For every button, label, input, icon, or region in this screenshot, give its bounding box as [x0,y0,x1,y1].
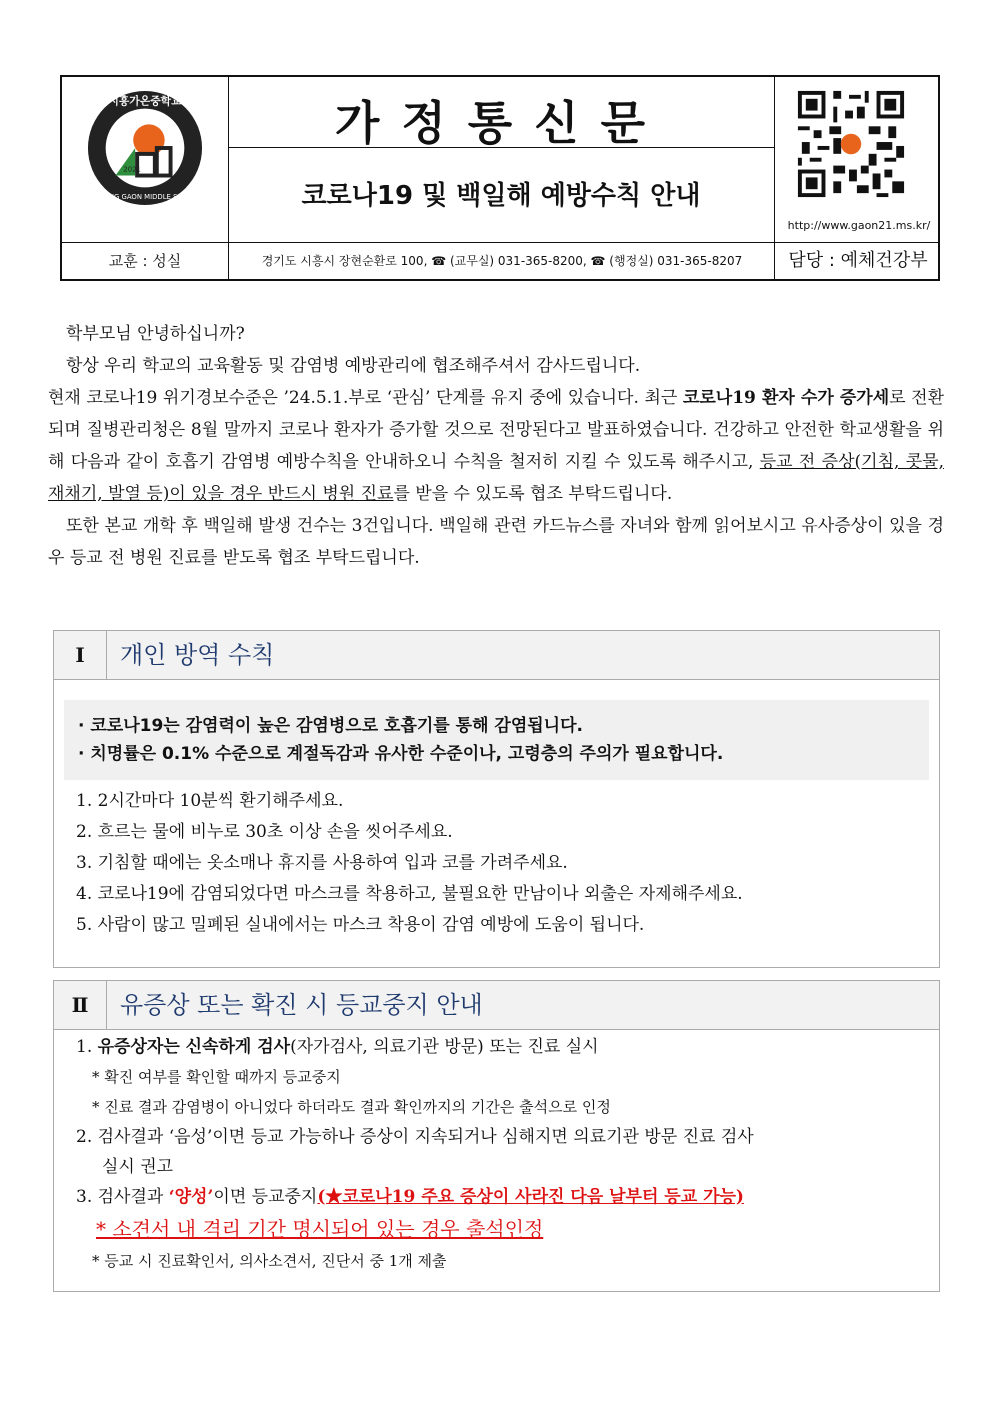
list-item: 2. 검사결과 ‘음성’이면 등교 가능하나 증상이 지속되거나 심해지면 의료기관 방문 진료 검사 [76,1127,754,1147]
list-item: 1. 유증상자는 신속하게 검사(자가검사, 의료기관 방문) 또는 진료 실시 [76,1037,599,1057]
section-title: 개인 방역 수칙 [120,641,275,669]
sub-note: * 확진 여부를 확인할 때까지 등교중지 [92,1068,341,1086]
info-box [64,700,929,780]
greeting: 학부모님 안녕하십니까? [66,324,245,344]
intro-text [48,318,944,574]
school-url[interactable]: http://www.gaon21.ms.kr/ [787,219,931,232]
school-motto: 교훈 : 성실 [108,252,182,270]
list-item: 1. 2시간마다 10분씩 환기해주세요. [76,791,344,811]
newsletter-header [60,75,940,281]
logo-year: 2021 [123,165,141,174]
suspension-list [76,1032,939,1276]
section-number: Ⅱ [54,981,107,1029]
info-line: · 코로나19는 감염력이 높은 감염병으로 호흡기를 통해 감염됩니다. [78,716,583,736]
section-personal-rules [53,630,940,968]
sub-note: * 등교 시 진료확인서, 의사소견서, 진단서 중 1개 제출 [92,1252,447,1270]
thanks-paragraph: 항상 우리 학교의 교육활동 및 감염병 예방관리에 협조해주셔서 감사드립니다. [66,356,641,376]
attendance-note: * 소견서 내 격리 기간 명시되어 있는 경우 출석인정 [96,1217,544,1241]
section-number: Ⅰ [54,631,107,679]
sub-note: * 진료 결과 감염병이 아니었다 하더라도 결과 확인까지의 기간은 출석으로 인정 [92,1098,611,1116]
list-item: 3. 기침할 때에는 옷소매나 휴지를 사용하여 입과 코를 가려주세요. [76,853,568,873]
section-school-suspension [53,980,940,1292]
section-title: 유증상 또는 확진 시 등교중지 안내 [120,991,483,1019]
info-line: · 치명률은 0.1% 수준으로 계절독감과 유사한 수준이나, 고령층의 주의가 필요합니다. [78,744,724,764]
logo-top-text: 시흥가온중학교 [108,94,182,108]
list-item-continued: 실시 권고 [102,1157,174,1177]
pertussis-paragraph: 또한 본교 개학 후 백일해 발생 건수는 3건입니다. 백일해 관련 카드뉴스를 자녀와 함께 읽어보시고 유사증상이 있을 경우 등교 전 병원 진료를 받도록 협조 부탁드립니다. [48,516,944,568]
page-title: 가정통신문 [334,96,668,150]
list-item: 4. 코로나19에 감염되었다면 마스크를 착용하고, 불필요한 만남이나 외출은 자제해주세요. [76,884,743,904]
school-logo [86,89,204,207]
logo-bottom-text: SIHEUNG GAON MIDDLE SCHOOL [87,193,203,202]
qr-code-icon[interactable] [794,87,908,201]
list-item: 5. 사람이 많고 밀폐된 실내에서는 마스크 착용이 감염 예방에 도움이 됩니다. [76,915,645,935]
covid-paragraph: 현재 코로나19 위기경보수준은 ’24.5.1.부로 ‘관심’ 단계를 유지 중에 있습니다. 최근 코로나19 환자 수가 증가세로 전환되며 질병관리청은 8월 말까지 코로나 환자가 증가할 것으로 전망된다고 발표하였습니다. 건강하고 안전한 학교생활을 위해 다음과 같이 호흡기 감염병 예방수칙을 안내하오니 수칙을 철저히 지킬 수 있도록 해주시고, 등교 전 증상(기침, 콧물, 재채기, 발열 등)이 있을 경우 반드시 병원 진료를 받을 수 있도록 협조 부탁드립니다. [48,388,945,504]
list-item: 2. 흐르는 물에 비누로 30초 이상 손을 씻어주세요. [76,822,453,842]
department: 담당 : 예체건강부 [788,250,928,271]
page-subtitle: 코로나19 및 백일해 예방수칙 안내 [301,181,701,211]
list-item: 3. 검사결과 ‘양성’이면 등교중지(★코로나19 주요 증상이 사라진 다음 날부터 등교 가능) [76,1187,744,1207]
school-address: 경기도 시흥시 장현순환로 100, ☎ (교무실) 031-365-8200, ☎ (행정실) 031-365-8207 [261,254,743,268]
rules-list [76,786,939,941]
